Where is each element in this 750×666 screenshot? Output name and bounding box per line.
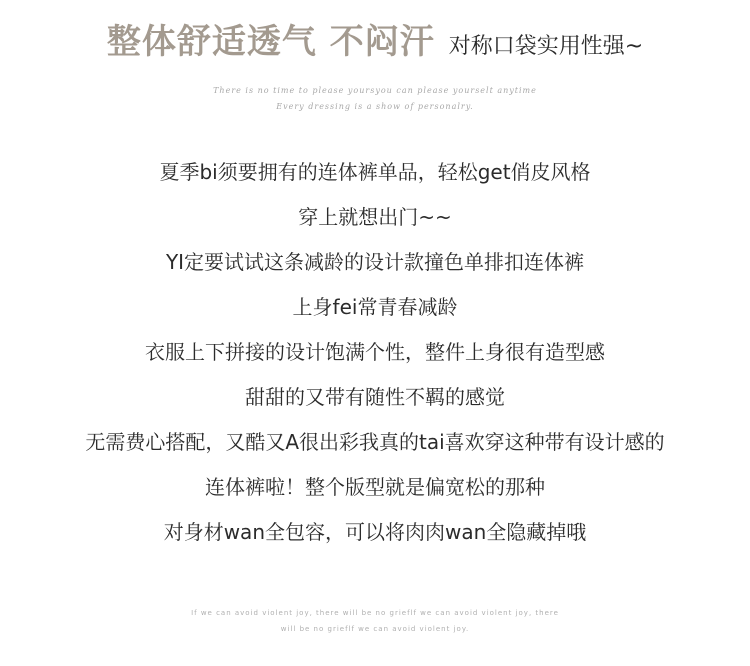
tagline-top-line-1: There is no time to please yoursyou can please yourselt anytime <box>213 86 537 95</box>
description-line: 无需费心搭配，又酷又A很出彩我真的tai喜欢穿这种带有设计感的 <box>85 430 665 454</box>
description-line: 甜甜的又带有随性不羁的感觉 <box>245 385 505 409</box>
page-title: 整体舒适透气 不闷汗 <box>106 22 435 62</box>
tagline-bottom-line-2: will be no grieflf we can avoid violent joy. <box>280 625 470 633</box>
tagline-top-line-2: Every dressing is a show of personalry. <box>276 102 474 111</box>
description-line: 对身材wan全包容，可以将肉肉wan全隐藏掉哦 <box>163 520 587 544</box>
description-line: 连体裤啦！整个版型就是偏宽松的那种 <box>205 475 545 499</box>
description-line: YI定要试试这条减龄的设计款撞色单排扣连体裤 <box>165 250 585 274</box>
description-line: 衣服上下拼接的设计饱满个性，整件上身很有造型感 <box>145 340 605 364</box>
description-line: 夏季bi须要拥有的连体裤单品，轻松get俏皮风格 <box>159 160 591 184</box>
page-subtitle: 对称口袋实用性强~ <box>448 34 644 59</box>
tagline-bottom-line-1: If we can avoid violent joy, there will be no grieflf we can avoid violent joy, there <box>191 609 559 617</box>
header <box>0 14 750 63</box>
description-text <box>0 150 750 555</box>
description-line: 上身fei常青春减龄 <box>292 295 458 319</box>
description-line: 穿上就想出门~~ <box>298 205 452 229</box>
